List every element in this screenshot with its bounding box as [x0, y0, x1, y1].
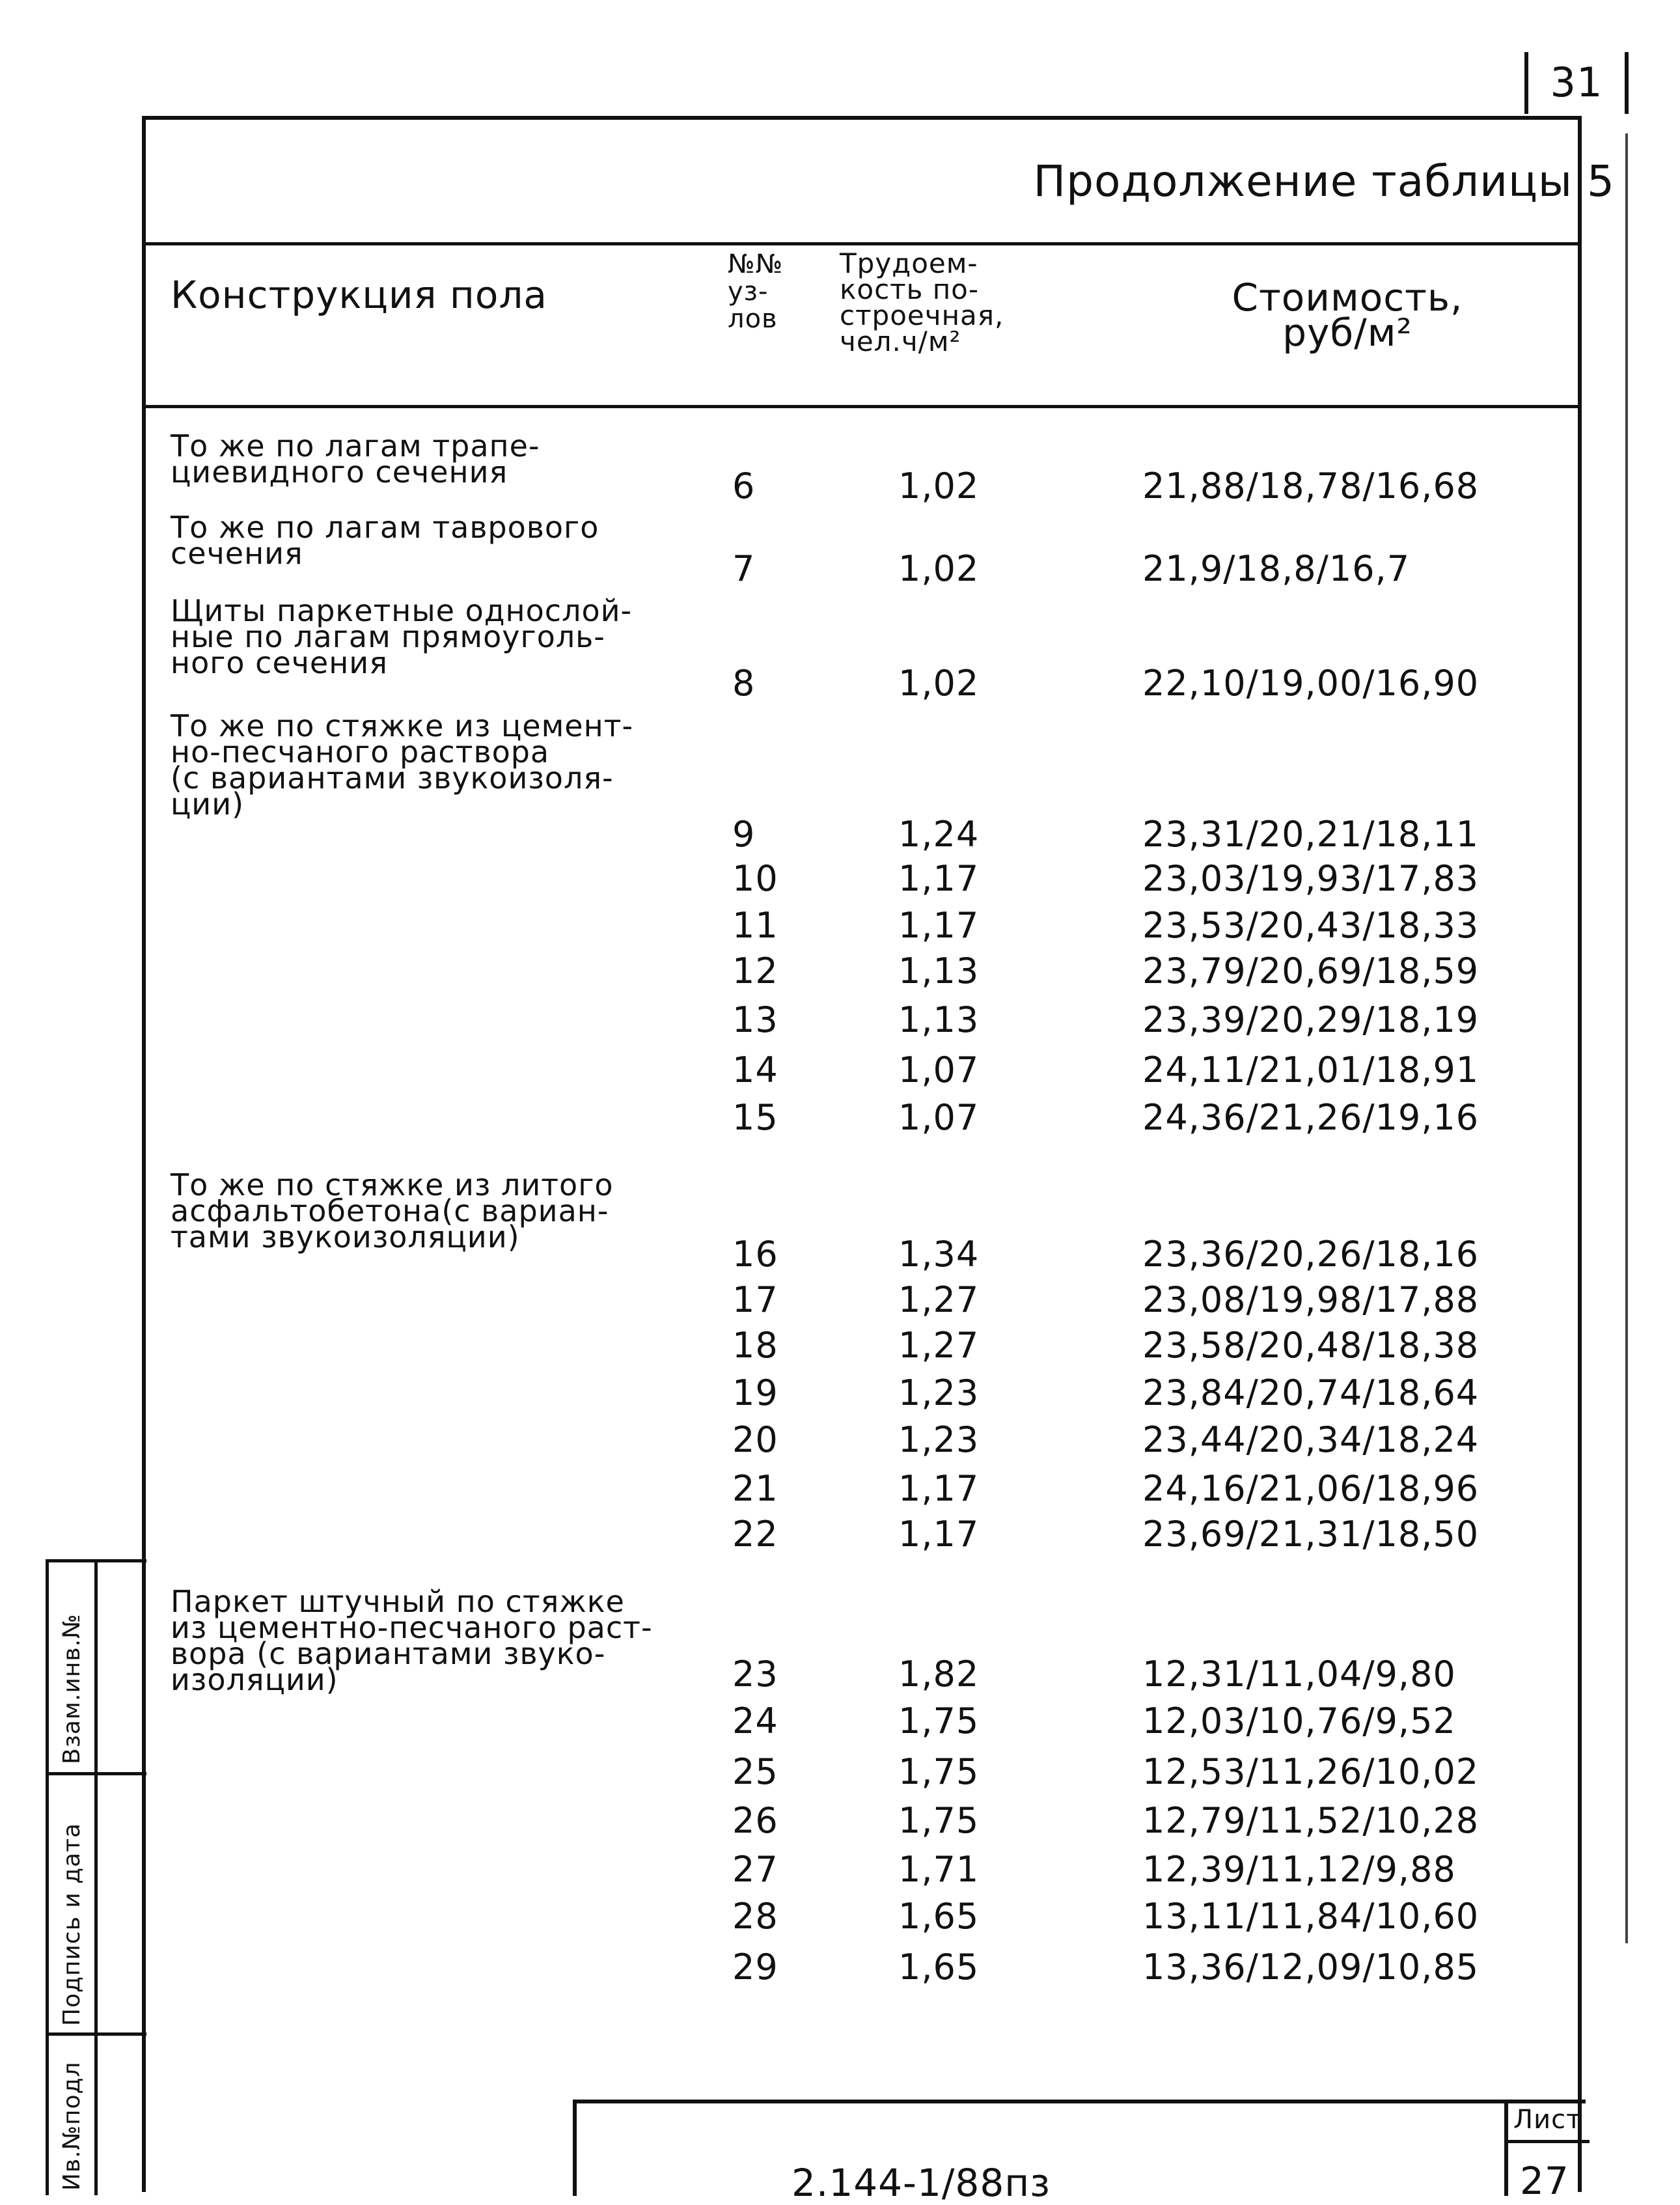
cost-value: 12,53/11,26/10,02 — [1142, 1751, 1480, 1792]
description-line: из цементно-песчаного раст- — [171, 1610, 653, 1645]
node-number: 20 — [732, 1419, 778, 1460]
labor-value: 1,23 — [898, 1372, 980, 1413]
cost-value: 12,39/11,12/9,88 — [1142, 1849, 1456, 1890]
group-description — [171, 1584, 653, 1697]
cost-value: 23,84/20,74/18,64 — [1142, 1372, 1480, 1413]
header-labor-line: чел.ч/м² — [840, 326, 961, 357]
sheet-box — [1504, 2103, 1590, 2203]
cost-value: 23,08/19,98/17,88 — [1142, 1279, 1480, 1320]
header-cost — [1159, 275, 1536, 355]
labor-value: 1,02 — [898, 663, 980, 704]
labor-value: 1,07 — [898, 1097, 980, 1138]
description-line: Щиты паркетные однослой- — [171, 593, 633, 628]
node-number: 27 — [732, 1849, 778, 1890]
sheet-number: 27 — [1520, 2159, 1569, 2203]
header-labor-line: строечная, — [840, 299, 1004, 331]
table-top-rule — [146, 242, 1578, 245]
header-nodes-line: уз- — [728, 277, 769, 307]
labor-value: 1,17 — [898, 1514, 980, 1555]
description-line: но-песчаного раствора — [171, 734, 550, 770]
node-number: 17 — [732, 1279, 778, 1320]
cost-value: 24,16/21,06/18,96 — [1142, 1468, 1480, 1509]
labor-value: 1,17 — [898, 1468, 980, 1509]
header-labor-line: кость по- — [840, 273, 980, 305]
table-header-rule — [146, 405, 1578, 408]
labor-value: 1,75 — [898, 1700, 980, 1741]
node-number: 13 — [732, 999, 778, 1040]
page-number-box — [1524, 52, 1629, 114]
description-line: (с вариантами звукоизоля- — [171, 760, 614, 796]
header-cost-line: Стоимость, — [1232, 275, 1463, 320]
stamp-divider — [46, 1772, 146, 1775]
sheet-divider — [1508, 2140, 1590, 2143]
approval-stamp-strip — [46, 1559, 146, 2195]
node-number: 14 — [732, 1049, 778, 1090]
node-number: 22 — [732, 1514, 778, 1555]
node-number: 24 — [732, 1700, 778, 1741]
header-construction: Конструкция пола — [171, 273, 547, 317]
description-line: циевидного сечения — [171, 454, 508, 490]
stamp-divider — [46, 1562, 49, 2195]
labor-value: 1,02 — [898, 548, 980, 589]
node-number: 18 — [732, 1325, 778, 1366]
labor-value: 1,23 — [898, 1419, 980, 1460]
document-code: 2.144-1/88пз — [792, 2161, 1051, 2205]
node-number: 23 — [732, 1654, 778, 1695]
cost-value: 13,11/11,84/10,60 — [1142, 1896, 1480, 1937]
page-number: 31 — [1550, 59, 1603, 106]
node-number: 12 — [732, 950, 778, 992]
description-line: ные по лагам прямоуголь- — [171, 619, 605, 654]
cost-value: 23,44/20,34/18,24 — [1142, 1419, 1480, 1460]
group-description — [171, 510, 599, 571]
description-line: асфальтобетона(с вариан- — [171, 1193, 609, 1228]
node-number: 29 — [732, 1947, 778, 1988]
node-number: 21 — [732, 1468, 778, 1509]
cost-value: 12,79/11,52/10,28 — [1142, 1800, 1480, 1841]
labor-value: 1,13 — [898, 999, 980, 1040]
description-line: изоляции) — [171, 1662, 338, 1697]
cost-value: 23,58/20,48/18,38 — [1142, 1325, 1480, 1366]
labor-value: 1,65 — [898, 1896, 980, 1937]
description-line: То же по лагам таврового — [171, 510, 599, 545]
table-caption: Продолжение таблицы 5 — [1033, 156, 1615, 206]
labor-value: 1,75 — [898, 1800, 980, 1841]
description-line: тами звукоизоляции) — [171, 1219, 520, 1255]
description-line: То же по стяжке из цемент- — [171, 708, 634, 743]
group-description — [171, 708, 634, 822]
labor-value: 1,65 — [898, 1947, 980, 1988]
cost-value: 23,39/20,29/18,19 — [1142, 999, 1480, 1040]
header-nodes — [728, 251, 783, 333]
right-margin-rule — [1625, 133, 1628, 1943]
labor-value: 1,24 — [898, 814, 980, 855]
node-number: 28 — [732, 1896, 778, 1937]
node-number: 26 — [732, 1800, 778, 1841]
labor-value: 1,02 — [898, 465, 980, 506]
labor-value: 1,17 — [898, 905, 980, 946]
stamp-original-inventory: Ив.№подл — [59, 2061, 85, 2191]
labor-value: 1,17 — [898, 858, 980, 899]
sheet-label: Лист — [1513, 2105, 1582, 2135]
node-number: 10 — [732, 858, 778, 899]
header-labor-line: Трудоем- — [840, 247, 978, 279]
labor-value: 1,82 — [898, 1654, 980, 1695]
cost-value: 23,53/20,43/18,33 — [1142, 905, 1480, 946]
title-block — [573, 2100, 1586, 2205]
cost-value: 21,9/18,8/16,7 — [1142, 548, 1411, 589]
node-number: 11 — [732, 905, 778, 946]
cost-value: 22,10/19,00/16,90 — [1142, 663, 1480, 704]
stamp-divider — [94, 1562, 98, 2195]
description-line: вора (с вариантами звуко- — [171, 1636, 606, 1671]
node-number: 19 — [732, 1372, 778, 1413]
stamp-signature-date: Подпись и дата — [59, 1822, 85, 2026]
group-description — [171, 428, 540, 490]
stamp-replaced-inventory: Взам.инв.№ — [59, 1613, 85, 1764]
cost-value: 24,11/21,01/18,91 — [1142, 1049, 1480, 1090]
labor-value: 1,71 — [898, 1849, 980, 1890]
header-labor — [840, 247, 1004, 357]
description-line: Паркет штучный по стяжке — [171, 1584, 625, 1619]
node-number: 15 — [732, 1097, 778, 1138]
stamp-divider — [46, 2032, 146, 2036]
header-nodes-line: лов — [728, 304, 778, 334]
header-nodes-line: №№ — [728, 249, 784, 279]
labor-value: 1,27 — [898, 1325, 980, 1366]
cost-value: 13,36/12,09/10,85 — [1142, 1947, 1480, 1988]
description-line: То же по лагам трапе- — [171, 428, 540, 464]
labor-value: 1,34 — [898, 1234, 980, 1275]
cost-value: 23,69/21,31/18,50 — [1142, 1514, 1480, 1555]
labor-value: 1,07 — [898, 1049, 980, 1090]
node-number: 8 — [732, 663, 756, 704]
group-description — [171, 1167, 614, 1255]
node-number: 7 — [732, 548, 756, 589]
cost-value: 23,36/20,26/18,16 — [1142, 1234, 1480, 1275]
description-line: ции) — [171, 786, 245, 822]
description-line: ного сечения — [171, 645, 388, 680]
cost-value: 23,31/20,21/18,11 — [1142, 814, 1480, 855]
header-cost-line: руб/м² — [1282, 311, 1412, 355]
labor-value: 1,13 — [898, 950, 980, 992]
description-line: То же по стяжке из литого — [171, 1167, 614, 1202]
group-description — [171, 593, 633, 680]
node-number: 25 — [732, 1751, 778, 1792]
cost-value: 12,31/11,04/9,80 — [1142, 1654, 1456, 1695]
node-number: 9 — [732, 814, 756, 855]
cost-value: 21,88/18,78/16,68 — [1142, 465, 1480, 506]
labor-value: 1,75 — [898, 1751, 980, 1792]
cost-value: 12,03/10,76/9,52 — [1142, 1700, 1456, 1741]
cost-value: 23,03/19,93/17,83 — [1142, 858, 1480, 899]
description-line: сечения — [171, 536, 303, 571]
cost-value: 23,79/20,69/18,59 — [1142, 950, 1480, 992]
node-number: 6 — [732, 465, 756, 506]
cost-value: 24,36/21,26/19,16 — [1142, 1097, 1480, 1138]
node-number: 16 — [732, 1234, 778, 1275]
labor-value: 1,27 — [898, 1279, 980, 1320]
